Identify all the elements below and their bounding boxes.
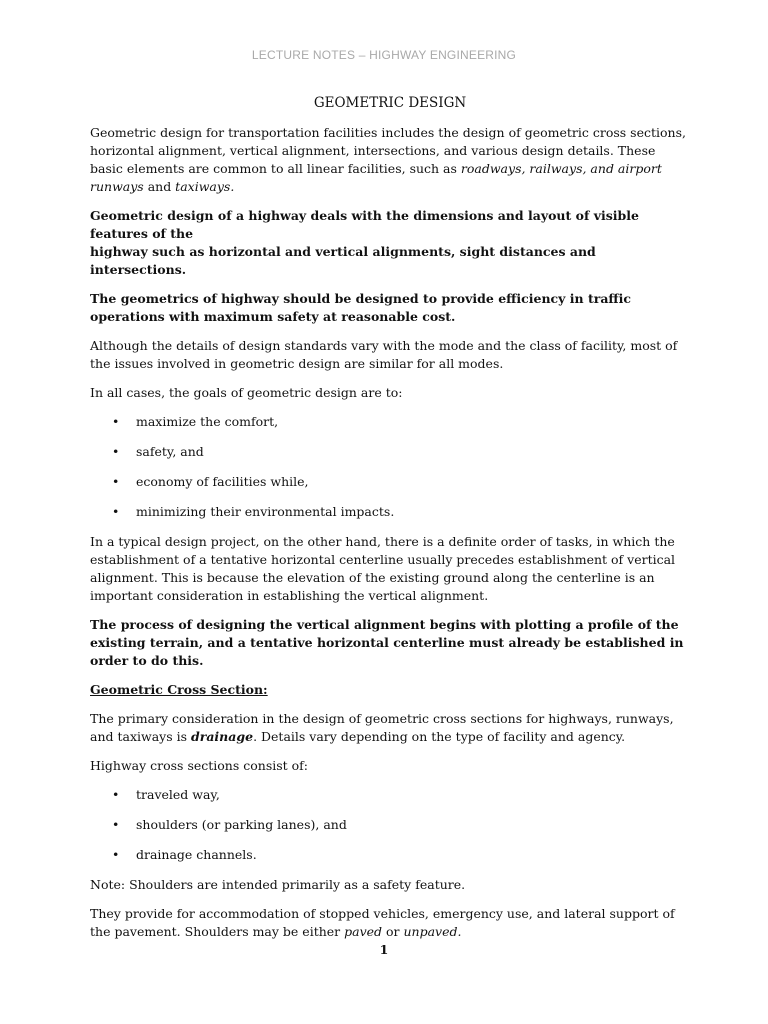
bullet-icon: •	[112, 787, 120, 802]
list-item: • shoulders (or parking lanes), and	[112, 817, 347, 832]
taxiways-italic: taxiways.	[175, 179, 235, 194]
goals-intro: In all cases, the goals of geometric design are to:	[90, 385, 403, 400]
bold-vertical-alignment-paragraph: The process of designing the vertical alignment begins with plotting a profile of the existing terrain, and a tentative horizontal centerline must already be established in order to do this.	[90, 617, 684, 668]
bullet-icon: •	[112, 474, 120, 489]
page-content	[90, 94, 690, 952]
list-item: • minimizing their environmental impacts.	[112, 504, 395, 519]
unpaved-italic: unpaved.	[403, 924, 462, 939]
bullet-icon: •	[112, 847, 120, 862]
cross-section-heading: Geometric Cross Section:	[90, 682, 268, 697]
standards-paragraph: Although the details of design standards vary with the mode and the class of facility, most of the issues involved in geometric design are similar for all modes.	[90, 338, 678, 371]
bullet-icon: •	[112, 444, 120, 459]
bullet-icon: •	[112, 817, 120, 832]
bullet-icon: •	[112, 414, 120, 429]
page-header: LECTURE NOTES – HIGHWAY ENGINEERING	[251, 48, 517, 62]
bold-definition-paragraph: Geometric design of a highway deals with the dimensions and layout of visible features of the highway such as horizontal and vertical alignments, sight distances and intersections.	[90, 208, 639, 277]
list-item: • traveled way,	[112, 787, 220, 802]
paved-italic: paved	[344, 924, 383, 939]
list-item: • maximize the comfort,	[112, 414, 279, 429]
cross-section-list	[90, 786, 690, 864]
goals-list	[90, 413, 690, 521]
list-item: • safety, and	[112, 444, 204, 459]
list-item: • drainage channels.	[112, 847, 257, 862]
shoulders-note: Note: Shoulders are intended primarily as a safety feature.	[90, 877, 466, 892]
intro-paragraph: Geometric design for transportation facilities includes the design of geometric cross sections, horizontal alignment, vertical alignment, intersections, and various design details. These basic elements are common to all linear facilities, such as roadways, railways, and airport runways and taxiways.	[90, 125, 686, 194]
facilities-italic: roadways, railways, and airport runways	[90, 161, 662, 194]
document-title: GEOMETRIC DESIGN	[313, 95, 467, 111]
shoulders-paragraph: They provide for accommodation of stopped vehicles, emergency use, and lateral support of the pavement. Shoulders may be either paved or unpaved.	[90, 906, 675, 939]
page-number: 1	[379, 942, 389, 957]
cross-section-intro: Highway cross sections consist of:	[90, 758, 309, 773]
bullet-icon: •	[112, 504, 120, 519]
design-order-paragraph: In a typical design project, on the other hand, there is a definite order of tasks, in which the establishment of a tentative horizontal centerline usually precedes establishment of vertical alignment. This is because the elevation of the existing ground along the centerline is an important consideration in establishing the vertical alignment.	[90, 534, 676, 603]
drainage-emphasis: drainage	[191, 729, 254, 744]
drainage-paragraph: The primary consideration in the design of geometric cross sections for highways, runways, and taxiways is drainage. Details vary depending on the type of facility and agency.	[90, 711, 674, 744]
bold-efficiency-paragraph: The geometrics of highway should be designed to provide efficiency in traffic operations with maximum safety at reasonable cost.	[90, 291, 632, 324]
list-item: • economy of facilities while,	[112, 474, 309, 489]
